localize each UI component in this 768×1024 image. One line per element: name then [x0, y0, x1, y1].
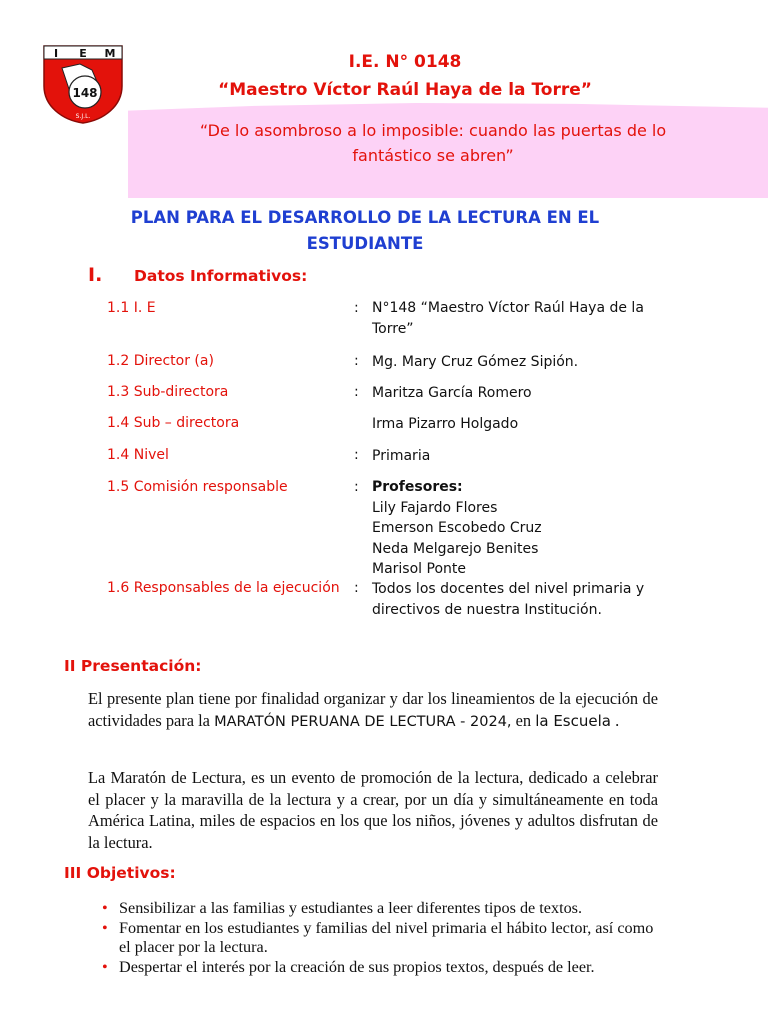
info-label-ie: 1.1 I. E: [107, 300, 156, 316]
info-colon: :: [354, 447, 359, 463]
crest-letter-3: M: [104, 47, 116, 60]
bullet-icon: •: [102, 957, 108, 976]
info-value-ie: N°148 “Maestro Víctor Raúl Haya de la Torre”: [372, 300, 644, 337]
info-value-subdirectora-1: Maritza García Romero: [372, 385, 532, 401]
objectives-list: [96, 899, 666, 977]
presentation-paragraph-1: [88, 688, 658, 733]
info-value-subdirectora-2: Irma Pizarro Holgado: [372, 416, 519, 432]
info-value-comision: [372, 477, 672, 580]
comision-member: Neda Melgarejo Benites: [372, 540, 539, 557]
info-label-subdirectora-1: 1.3 Sub-directora: [107, 384, 229, 400]
para1-text-a: El presente plan tiene por finalidad organizar y dar los lineamientos de la ejecución de actividades para la: [88, 689, 658, 730]
info-label-nivel: 1.4 Nivel: [107, 447, 169, 463]
info-label-subdirectora-2: 1.4 Sub – directora: [107, 415, 240, 431]
section-1-title: Datos Informativos:: [134, 267, 308, 285]
comision-heading: Profesores:: [372, 479, 463, 495]
comision-member: Marisol Ponte: [372, 561, 466, 577]
info-colon: :: [354, 353, 359, 369]
crest-letter-2: E: [79, 47, 87, 60]
info-colon: :: [354, 384, 359, 400]
para1-text-e: .: [610, 710, 620, 730]
para1-event-name: MARATÓN PERUANA DE LECTURA - 2024,: [214, 713, 512, 730]
info-value-responsables: Todos los docentes del nivel primaria y directivos de nuestra Institución.: [372, 581, 645, 618]
bullet-icon: •: [102, 918, 108, 937]
document-title: PLAN PARA EL DESARROLLO DE LA LECTURA EN EL ESTUDIANTE: [130, 208, 600, 253]
bullet-icon: •: [102, 899, 108, 917]
objective-text: Despertar el interés por la creación de sus propios textos, después de leer.: [119, 957, 595, 976]
objective-item: [96, 899, 666, 919]
info-colon: :: [354, 300, 359, 316]
info-label-responsables: 1.6 Responsables de la ejecución: [107, 580, 340, 596]
objective-item: [96, 919, 666, 958]
para1-place: la Escuela: [535, 711, 611, 730]
school-full-name: “Maestro Víctor Raúl Haya de la Torre”: [218, 80, 592, 100]
objective-text: Sensibilizar a las familias y estudiantes a leer diferentes tipos de textos.: [119, 899, 583, 917]
school-crest-logo: [40, 40, 126, 124]
motto-text: “De lo asombroso a lo imposible: cuando las puertas de lo fantástico se abren”: [199, 121, 667, 165]
section-1-number: I.: [88, 264, 103, 286]
presentation-paragraph-2: La Maratón de Lectura, es un evento de promoción de la lectura, dedicado a celebrar el placer y la maravilla de la lectura y a crear, por un día y simultáneamente en toda América Latina, miles de espacios en los que los niños, jóvenes y adultos disfrutan de la lectura.: [88, 768, 658, 852]
info-label-comision: 1.5 Comisión responsable: [107, 479, 288, 495]
school-name-line: I.E. N° 0148: [348, 52, 462, 72]
objective-item: [96, 958, 666, 978]
section-3-title: III Objetivos:: [64, 864, 176, 882]
section-2-title: II Presentación:: [64, 657, 202, 675]
comision-member: Lily Fajardo Flores: [372, 499, 498, 516]
info-value-director: Mg. Mary Cruz Gómez Sipión.: [372, 354, 579, 370]
info-value-nivel: Primaria: [372, 448, 431, 464]
crest-number: 148: [72, 86, 98, 100]
info-label-director: 1.2 Director (a): [107, 353, 214, 369]
info-colon: :: [354, 580, 359, 596]
crest-bottom-text: S.J.L.: [75, 113, 91, 120]
crest-letter-1: I: [53, 47, 59, 60]
comision-member: Emerson Escobedo Cruz: [372, 520, 542, 536]
para1-text-c: en: [511, 710, 536, 730]
info-colon: :: [354, 479, 359, 495]
objective-text: Fomentar en los estudiantes y familias del nivel primaria el hábito lector, así como el placer por la lectura.: [119, 918, 654, 956]
